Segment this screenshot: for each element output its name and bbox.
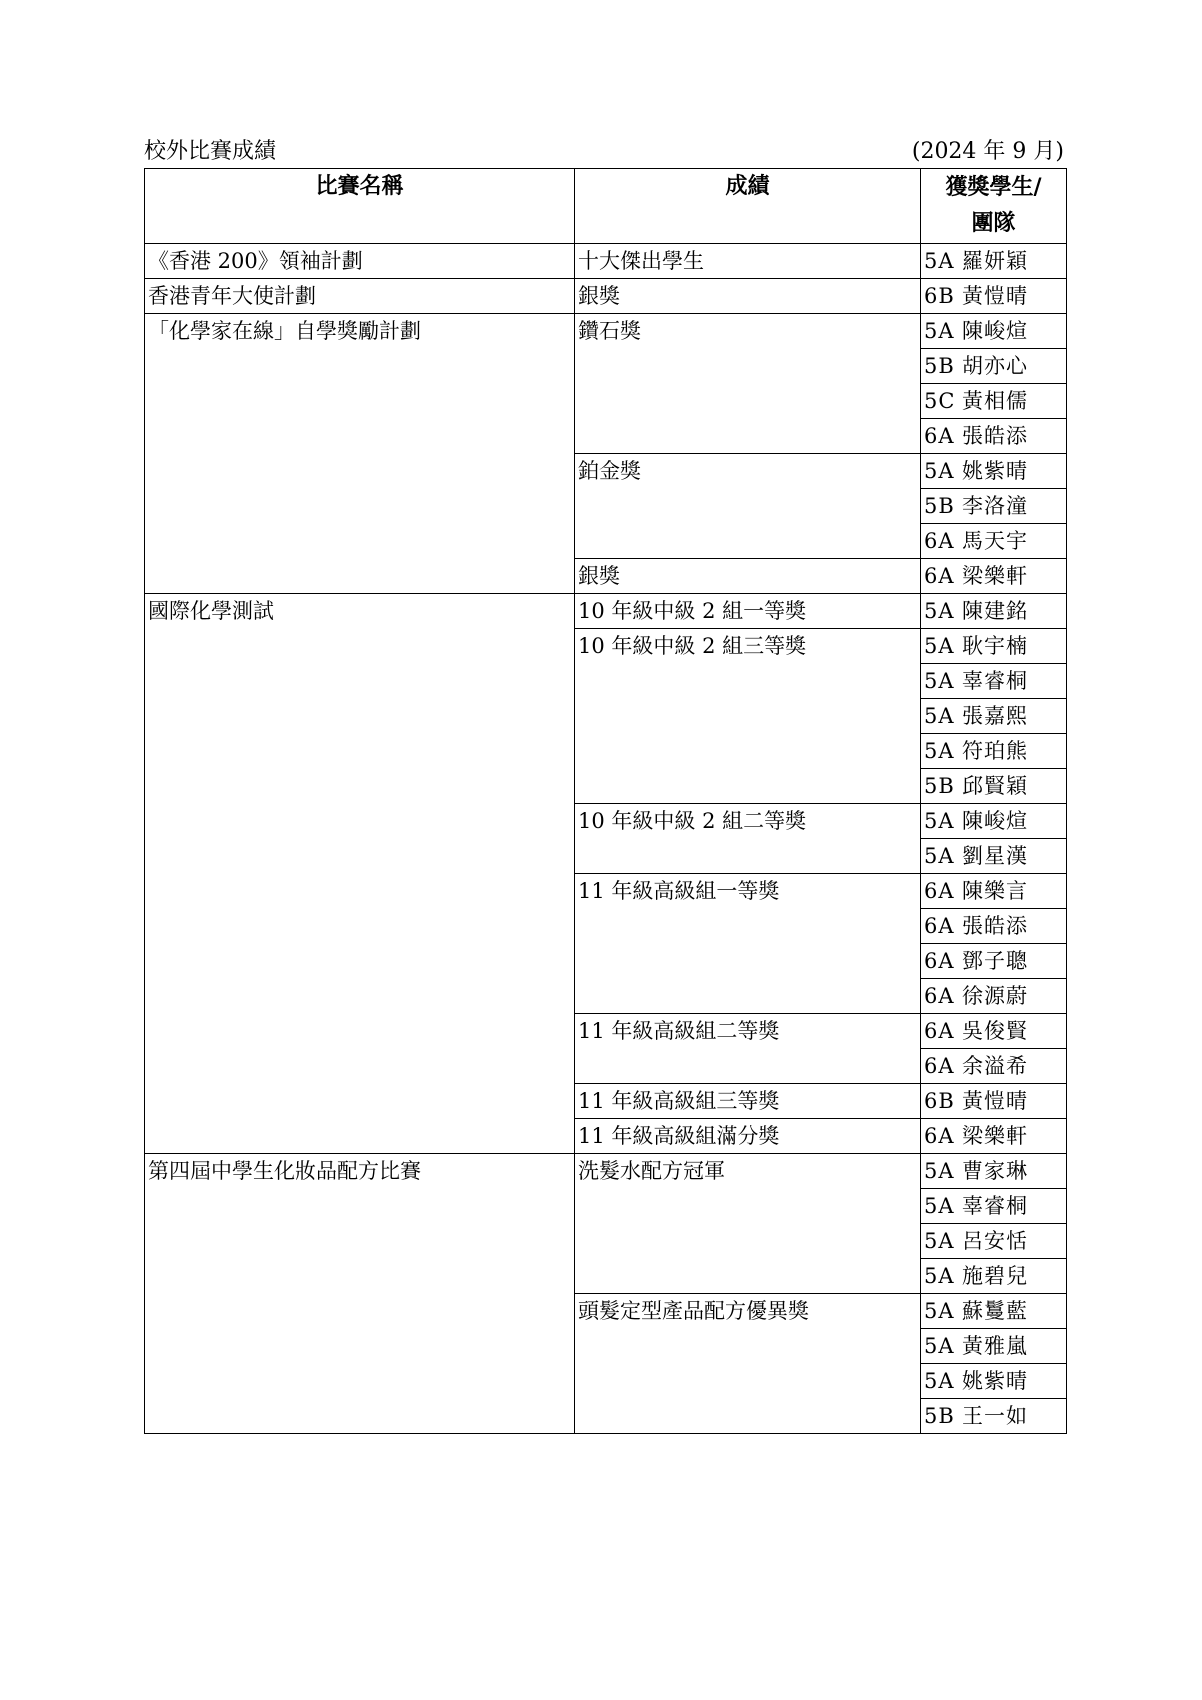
award-result: 十大傑出學生 <box>575 244 921 279</box>
winner-student <box>921 839 1067 874</box>
table-row <box>145 1154 1067 1189</box>
student-name: 黃雅嵐 <box>962 1334 1028 1358</box>
caption-title: 校外比賽成績 <box>144 139 277 164</box>
student-class: 5A <box>924 599 955 623</box>
student-name: 姚紫晴 <box>962 1369 1028 1393</box>
student-name: 符珀熊 <box>962 739 1028 763</box>
winner-student <box>921 874 1067 909</box>
student-class: 6A <box>924 529 955 553</box>
winner-student <box>921 1084 1067 1119</box>
winner-student <box>921 1294 1067 1329</box>
winner-student <box>921 629 1067 664</box>
header-winner <box>921 169 1067 244</box>
student-name: 鄧子聰 <box>962 949 1028 973</box>
award-result: 鉑金獎 <box>575 454 921 559</box>
header-result: 成績 <box>575 169 921 244</box>
student-name: 張嘉熙 <box>962 704 1028 728</box>
student-class: 5A <box>924 319 955 343</box>
results-table <box>144 168 1067 1434</box>
student-class: 6A <box>924 914 955 938</box>
student-class: 5A <box>924 634 955 658</box>
winner-student <box>921 1014 1067 1049</box>
student-class: 5A <box>924 844 955 868</box>
winner-student <box>921 1154 1067 1189</box>
award-result: 鑽石獎 <box>575 314 921 454</box>
student-name: 余溢希 <box>962 1054 1028 1078</box>
award-result: 頭髮定型產品配方優異獎 <box>575 1294 921 1434</box>
student-name: 吳俊賢 <box>962 1019 1028 1043</box>
student-name: 曹家琳 <box>962 1159 1028 1183</box>
competition-name: 《香港 200》領袖計劃 <box>145 244 575 279</box>
award-result: 11 年級高級組滿分獎 <box>575 1119 921 1154</box>
winner-student <box>921 699 1067 734</box>
winner-student <box>921 979 1067 1014</box>
student-name: 陳峻煊 <box>962 319 1028 343</box>
award-result: 10 年級中級 2 組三等獎 <box>575 629 921 804</box>
winner-student <box>921 524 1067 559</box>
student-class: 6B <box>924 1089 955 1113</box>
award-result: 銀獎 <box>575 279 921 314</box>
caption-date: (2024 年 9 月) <box>911 139 1064 164</box>
results-body <box>145 244 1067 1434</box>
competition-name: 香港青年大使計劃 <box>145 279 575 314</box>
student-name: 羅妍穎 <box>962 249 1028 273</box>
student-class: 6A <box>924 1054 955 1078</box>
student-class: 5B <box>924 354 955 378</box>
winner-student <box>921 769 1067 804</box>
student-name: 王一如 <box>962 1404 1028 1428</box>
student-name: 邱賢穎 <box>962 774 1028 798</box>
student-class: 5A <box>924 739 955 763</box>
winner-student <box>921 594 1067 629</box>
competition-name: 第四屆中學生化妝品配方比賽 <box>145 1154 575 1434</box>
student-name: 梁樂軒 <box>962 1124 1028 1148</box>
winner-student <box>921 944 1067 979</box>
student-class: 6A <box>924 424 955 448</box>
table-row <box>145 244 1067 279</box>
student-name: 耿宇楠 <box>962 634 1028 658</box>
winner-student <box>921 489 1067 524</box>
student-name: 張皓添 <box>962 424 1028 448</box>
student-name: 陳樂言 <box>962 879 1028 903</box>
header-winner-line1: 獲獎學生/ <box>945 174 1042 200</box>
winner-student <box>921 454 1067 489</box>
winner-student <box>921 804 1067 839</box>
winner-student <box>921 419 1067 454</box>
student-name: 黃相儒 <box>962 389 1028 413</box>
award-result: 10 年級中級 2 組一等獎 <box>575 594 921 629</box>
student-class: 6A <box>924 564 955 588</box>
student-name: 徐源蔚 <box>962 984 1028 1008</box>
student-name: 辜睿桐 <box>962 1194 1028 1218</box>
winner-student <box>921 314 1067 349</box>
winner-student <box>921 734 1067 769</box>
winner-student <box>921 559 1067 594</box>
student-class: 6A <box>924 984 955 1008</box>
winner-student <box>921 664 1067 699</box>
winner-student <box>921 244 1067 279</box>
student-class: 5A <box>924 1299 955 1323</box>
winner-student <box>921 384 1067 419</box>
student-name: 姚紫晴 <box>962 459 1028 483</box>
table-caption <box>144 136 1064 168</box>
student-class: 6A <box>924 1124 955 1148</box>
student-name: 呂安恬 <box>962 1229 1028 1253</box>
student-name: 黃愷晴 <box>962 1089 1028 1113</box>
winner-student <box>921 909 1067 944</box>
table-row <box>145 594 1067 629</box>
student-name: 施碧兒 <box>962 1264 1028 1288</box>
student-class: 6A <box>924 1019 955 1043</box>
student-class: 5A <box>924 1229 955 1253</box>
student-class: 6B <box>924 284 955 308</box>
header-row <box>145 169 1067 244</box>
award-result: 11 年級高級組二等獎 <box>575 1014 921 1084</box>
award-result: 11 年級高級組一等獎 <box>575 874 921 1014</box>
student-class: 5A <box>924 1194 955 1218</box>
student-class: 5A <box>924 1159 955 1183</box>
award-result: 洗髮水配方冠軍 <box>575 1154 921 1294</box>
student-class: 5B <box>924 774 955 798</box>
student-class: 6A <box>924 949 955 973</box>
student-class: 5A <box>924 249 955 273</box>
student-name: 胡亦心 <box>962 354 1028 378</box>
winner-student <box>921 1189 1067 1224</box>
award-result: 11 年級高級組三等獎 <box>575 1084 921 1119</box>
winner-student <box>921 1119 1067 1154</box>
winner-student <box>921 1224 1067 1259</box>
header-winner-line2: 團隊 <box>971 210 1016 236</box>
winner-student <box>921 279 1067 314</box>
student-name: 黃愷晴 <box>962 284 1028 308</box>
winner-student <box>921 1399 1067 1434</box>
student-name: 陳建銘 <box>962 599 1028 623</box>
student-name: 辜睿桐 <box>962 669 1028 693</box>
competition-name: 「化學家在線」自學獎勵計劃 <box>145 314 575 594</box>
winner-student <box>921 1364 1067 1399</box>
student-name: 馬天宇 <box>962 529 1028 553</box>
student-class: 5A <box>924 669 955 693</box>
table-row <box>145 314 1067 349</box>
header-competition: 比賽名稱 <box>145 169 575 244</box>
winner-student <box>921 349 1067 384</box>
student-class: 5A <box>924 809 955 833</box>
student-name: 張皓添 <box>962 914 1028 938</box>
student-class: 5B <box>924 494 955 518</box>
student-class: 5C <box>924 389 956 413</box>
award-result: 10 年級中級 2 組二等獎 <box>575 804 921 874</box>
award-result: 銀獎 <box>575 559 921 594</box>
winner-student <box>921 1329 1067 1364</box>
student-class: 5A <box>924 1369 955 1393</box>
student-name: 蘇鬘藍 <box>962 1299 1028 1323</box>
winner-student <box>921 1259 1067 1294</box>
table-row <box>145 279 1067 314</box>
student-name: 劉星漢 <box>962 844 1028 868</box>
student-name: 梁樂軒 <box>962 564 1028 588</box>
student-class: 6A <box>924 879 955 903</box>
student-name: 李洛潼 <box>962 494 1028 518</box>
student-class: 5B <box>924 1404 955 1428</box>
student-class: 5A <box>924 1264 955 1288</box>
winner-student <box>921 1049 1067 1084</box>
student-class: 5A <box>924 704 955 728</box>
student-name: 陳峻煊 <box>962 809 1028 833</box>
student-class: 5A <box>924 1334 955 1358</box>
competition-name: 國際化學測試 <box>145 594 575 1154</box>
student-class: 5A <box>924 459 955 483</box>
